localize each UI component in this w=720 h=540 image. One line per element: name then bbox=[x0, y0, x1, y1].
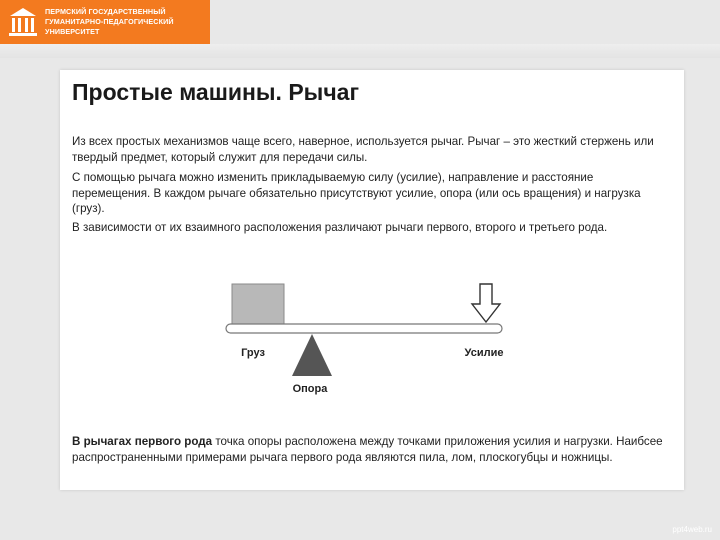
watermark: ppt4web.ru bbox=[672, 525, 712, 534]
header-divider bbox=[0, 44, 720, 58]
slide-title: Простые машины. Рычаг bbox=[72, 79, 360, 105]
first-class-heading: В рычагах первого рода bbox=[72, 435, 213, 448]
effort-label: Усилие bbox=[464, 347, 504, 359]
paragraph-function: С помощью рычага можно изменить прикладываемую силу (усилие), направление и расстояние перемещения. В каждом рычаге обязательно присутствуют усилие, опора (или ось вращения) и нагрузка (груз). bbox=[72, 171, 641, 215]
university-name: ПЕРМСКИЙ ГОСУДАРСТВЕННЫЙ ГУМАНИТАРНО-ПЕДАГОГИЧЕСКИЙ УНИВЕРСИТЕТ bbox=[45, 7, 174, 36]
slide-content bbox=[60, 70, 684, 490]
header-band bbox=[0, 0, 210, 44]
lever-diagram bbox=[60, 270, 684, 410]
first-class-text: точка опоры расположена между точками приложения усилия и нагрузки. Наибсее распространенными примерами рычага первого рода являются пила, лом, плоскогубцы и ножницы. bbox=[72, 435, 663, 464]
paragraph-first-class bbox=[72, 434, 672, 465]
load-box bbox=[232, 284, 284, 324]
lever-bar bbox=[226, 324, 502, 333]
effort-arrow-icon bbox=[472, 284, 500, 322]
fulcrum-triangle bbox=[292, 334, 332, 376]
paragraph-classification: В зависимости от их взаимного расположения различают рычаги первого, второго и третьего рода. bbox=[72, 221, 608, 234]
fulcrum-label: Опора bbox=[292, 383, 328, 395]
load-label: Груз bbox=[241, 347, 265, 359]
paragraph-definition: Из всех простых механизмов чаще всего, наверное, используется рычаг. Рычаг – это жесткий стержень или твердый предмет, который служит для передачи силы. bbox=[72, 135, 654, 164]
university-logo-icon bbox=[6, 6, 40, 38]
